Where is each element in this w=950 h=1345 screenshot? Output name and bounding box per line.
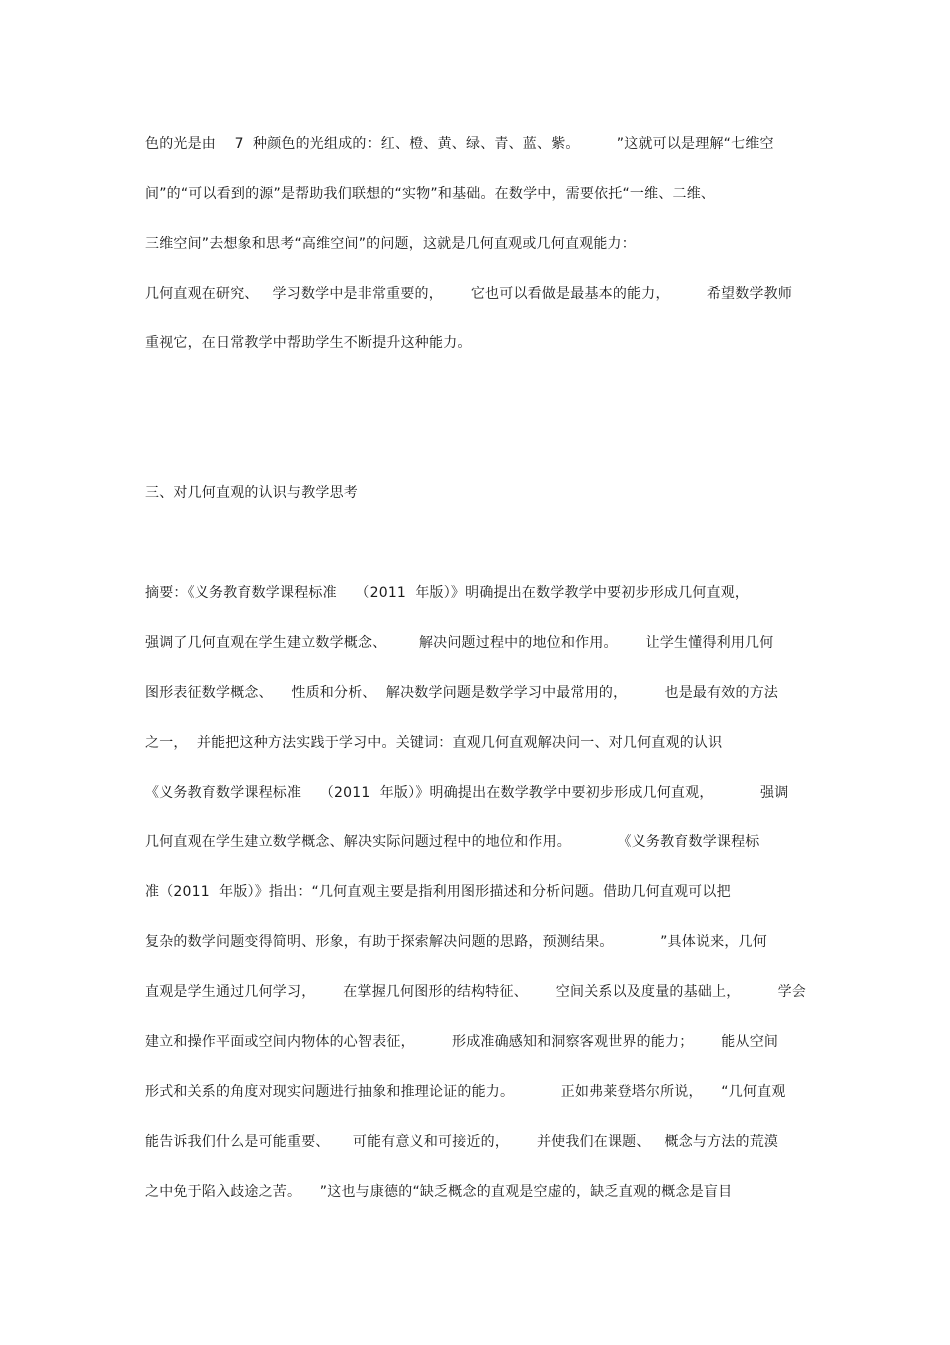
paragraph-line: 能告诉我们什么是可能重要、 可能有意义和可接近的， 并使我们在课题、 概念与方法的荒漠 bbox=[145, 1134, 779, 1150]
paragraph-line: 几何直观在研究、 学习数学中是非常重要的， 它也可以看做是最基本的能力， 希望数学教师 bbox=[145, 286, 793, 302]
paragraph-line: 直观是学生通过几何学习， 在掌握几何图形的结构特征、 空间关系以及度量的基础上， 学会 bbox=[145, 984, 807, 1000]
paragraph-line: 色的光是由 7 种颜色的光组成的：红、橙、黄、绿、青、蓝、紫。 ”这就可以是理解“七维空 bbox=[145, 136, 774, 152]
paragraph-line: 摘要：《义务教育数学课程标准 （2011 年版）》明确提出在数学教学中要初步形成几何直观， bbox=[145, 585, 750, 601]
paragraph-line: 重视它，在日常教学中帮助学生不断提升这种能力。 bbox=[145, 335, 472, 351]
paragraph-line: 准（2011 年版）》指出：“几何直观主要是指利用图形描述和分析问题。借助几何直观可以把 bbox=[145, 884, 731, 900]
paragraph-line: 之中免于陷入歧途之苦。 ”这也与康德的“缺乏概念的直观是空虚的，缺乏直观的概念是盲目 bbox=[145, 1184, 733, 1200]
paragraph-line: 《义务教育数学课程标准 （2011 年版）》明确提出在数学教学中要初步形成几何直观， 强调 bbox=[145, 785, 789, 801]
paragraph-line: 间”的“可以看到的源”是帮助我们联想的“实物”和基础。在数学中，需要依托“一维、二维、 bbox=[145, 186, 716, 202]
section-heading: 三、对几何直观的认识与教学思考 bbox=[145, 485, 358, 501]
paragraph-line: 几何直观在学生建立数学概念、解决实际问题过程中的地位和作用。 《义务教育数学课程标 bbox=[145, 834, 760, 850]
paragraph-line: 之一， 并能把这种方法实践于学习中。关键词：直观几何直观解决问一、对几何直观的认识 bbox=[145, 735, 723, 751]
paragraph-line: 建立和操作平面或空间内物体的心智表征， 形成准确感知和洞察客观世界的能力； 能从空间 bbox=[145, 1034, 779, 1050]
paragraph-line: 三维空间”去想象和思考“高维空间”的问题，这就是几何直观或几何直观能力： bbox=[145, 236, 636, 252]
paragraph-line: 强调了几何直观在学生建立数学概念、 解决问题过程中的地位和作用。 让学生懂得利用几何 bbox=[145, 635, 774, 651]
paragraph-line: 图形表征数学概念、 性质和分析、 解决数学问题是数学学习中最常用的， 也是最有效的方法 bbox=[145, 685, 779, 701]
paragraph-line: 复杂的数学问题变得简明、形象，有助于探索解决问题的思路，预测结果。 ”具体说来，几何 bbox=[145, 934, 767, 950]
paragraph-line: 形式和关系的角度对现实问题进行抽象和推理论证的能力。 正如弗莱登塔尔所说， “几何直观 bbox=[145, 1084, 786, 1100]
